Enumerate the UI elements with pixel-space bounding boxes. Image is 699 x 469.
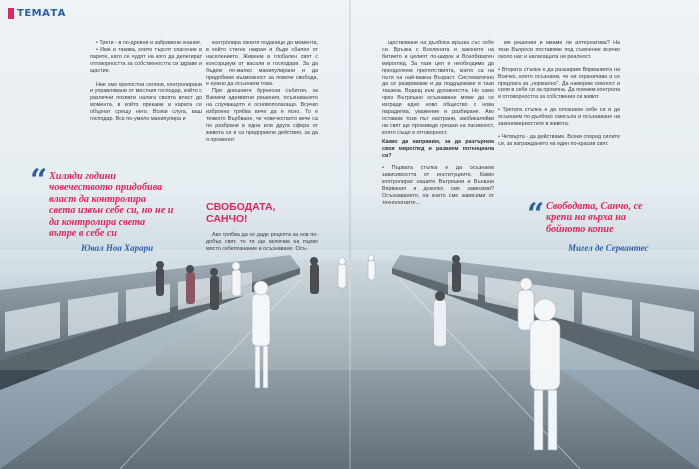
paragraph: Ние сме крепостни селяни, контролирани и управлявани от местния господар, който с различни похвати налага своята власт до момента, в който прекаме и карата се обърнат срещу него. Всеки слуга, ваш господар. Все по-умело манипулира и (90, 81, 202, 123)
paragraph: • Има и такива, които търсят спасение в парите, като се чудят на кого да делегират отговорността за собствеността си здраве и щастие. (90, 46, 202, 74)
question-heading: Какво да направим, за да разгърнем своя мироглед и развием потенциала си? (382, 138, 494, 159)
section-tag-marker (8, 8, 14, 19)
subheading: СВОБОДАТА, САНЧО! (206, 201, 276, 225)
paragraph: ме решения и имаме ли алтернатива? На тези Въпроси поставяме под съмнение всичко около нас и налагащата ни реалност. (498, 40, 620, 60)
text-column-1 (90, 40, 202, 123)
quote-mark-icon: “ (527, 197, 545, 232)
paragraph: • Трети - в по-древни и забравени знания. (96, 40, 202, 46)
paragraph: • Първата стъпка е да осъзнаем зависимостта от институциите. Какво контролират нашите Вътрешни и Външни Вярвания и доколко сме зависими? Осъзнаването, на които сме зависими от технологиите... (382, 165, 494, 206)
text-column-4 (498, 40, 620, 148)
paragraph: При днешните бурнесни събития, за Вземем адекватни решения, осъзнаването на случващото е основополагащо. Всичко изброено трябва вече да е ясно. То е тежкото Върбване, че човечеството вече са по разбрани в една или друга сфера от живота си и са предприели действия, за да я променят. (206, 88, 318, 143)
pull-quote-left: Хиляди години човечеството придобива власт да контролира света извън себе си, но не и да контролира света вътре в себе си (49, 171, 174, 240)
paragraph: Ако трябва да се даде рецепта за нов по-добър свят, то тя ще включва на първо място себепознание и осъзнаване. Осъ- (206, 232, 318, 252)
text-column-2 (206, 40, 318, 144)
paragraph: ществяване на дълбока връзка със себе си. Връзка с Вселената и законите на битието и целият по-широк и Всеобхватен мироглед. За тази цел е необходимо да преодолеем препятствията, които са на пътя на най-важна Възраст. Систематично да се разкриваме и да поддържаме в тази тишина. Водещ към духовността. Но само чрез Вътрешно осъзнаване може да се изгради едно ново общество с нова парадигма, уважение и разбиране. Ако оставим този път настрани, заобикаляйки ни свят ще произведе грешки на пасивност, която също е отговорност. (382, 40, 494, 136)
pull-quote-right: Свободата, Санчо, се крепи на върха на бойното копие (546, 201, 643, 235)
quote-author-right: Мигел де Сервантес (568, 243, 649, 253)
quote-author-left: Ювал Ноа Харари (81, 243, 154, 253)
paragraph: • Четвърта - да действаме. Всеки според силите си, за изграждането на един по-красив свят. (498, 133, 620, 147)
paragraph: контролира своите поданици до момента, в който стигне накрая и бъде сбален от населението. Живеем в глобален свят с консорциум от васали и господари. За да бъдем по-малко манипулирани и да придобием възможност за повече свобода, е нужно да осъзнаем това. (206, 40, 318, 88)
section-tag (8, 7, 66, 19)
quote-mark-icon: “ (30, 163, 48, 198)
paragraph: • Третата стъпка е да опознаем себе си и да осъзнаем по-дълбоко смисъла и осъзнаване на закономерностите в живота. (498, 107, 620, 128)
paragraph: • Втората стъпка е да разширим Вярванията на Всичко, което осъзнаем, че ни ограничава и се предлага за „нормално“. Да намерим смелост и сили в себе си за промяна. Да поемем контрола и отговорността за собствения си живот. (498, 66, 620, 101)
text-column-3 (382, 40, 494, 207)
robots-walking-bridge-illustration (0, 250, 699, 469)
section-title: ТЕМАТА (17, 7, 66, 19)
